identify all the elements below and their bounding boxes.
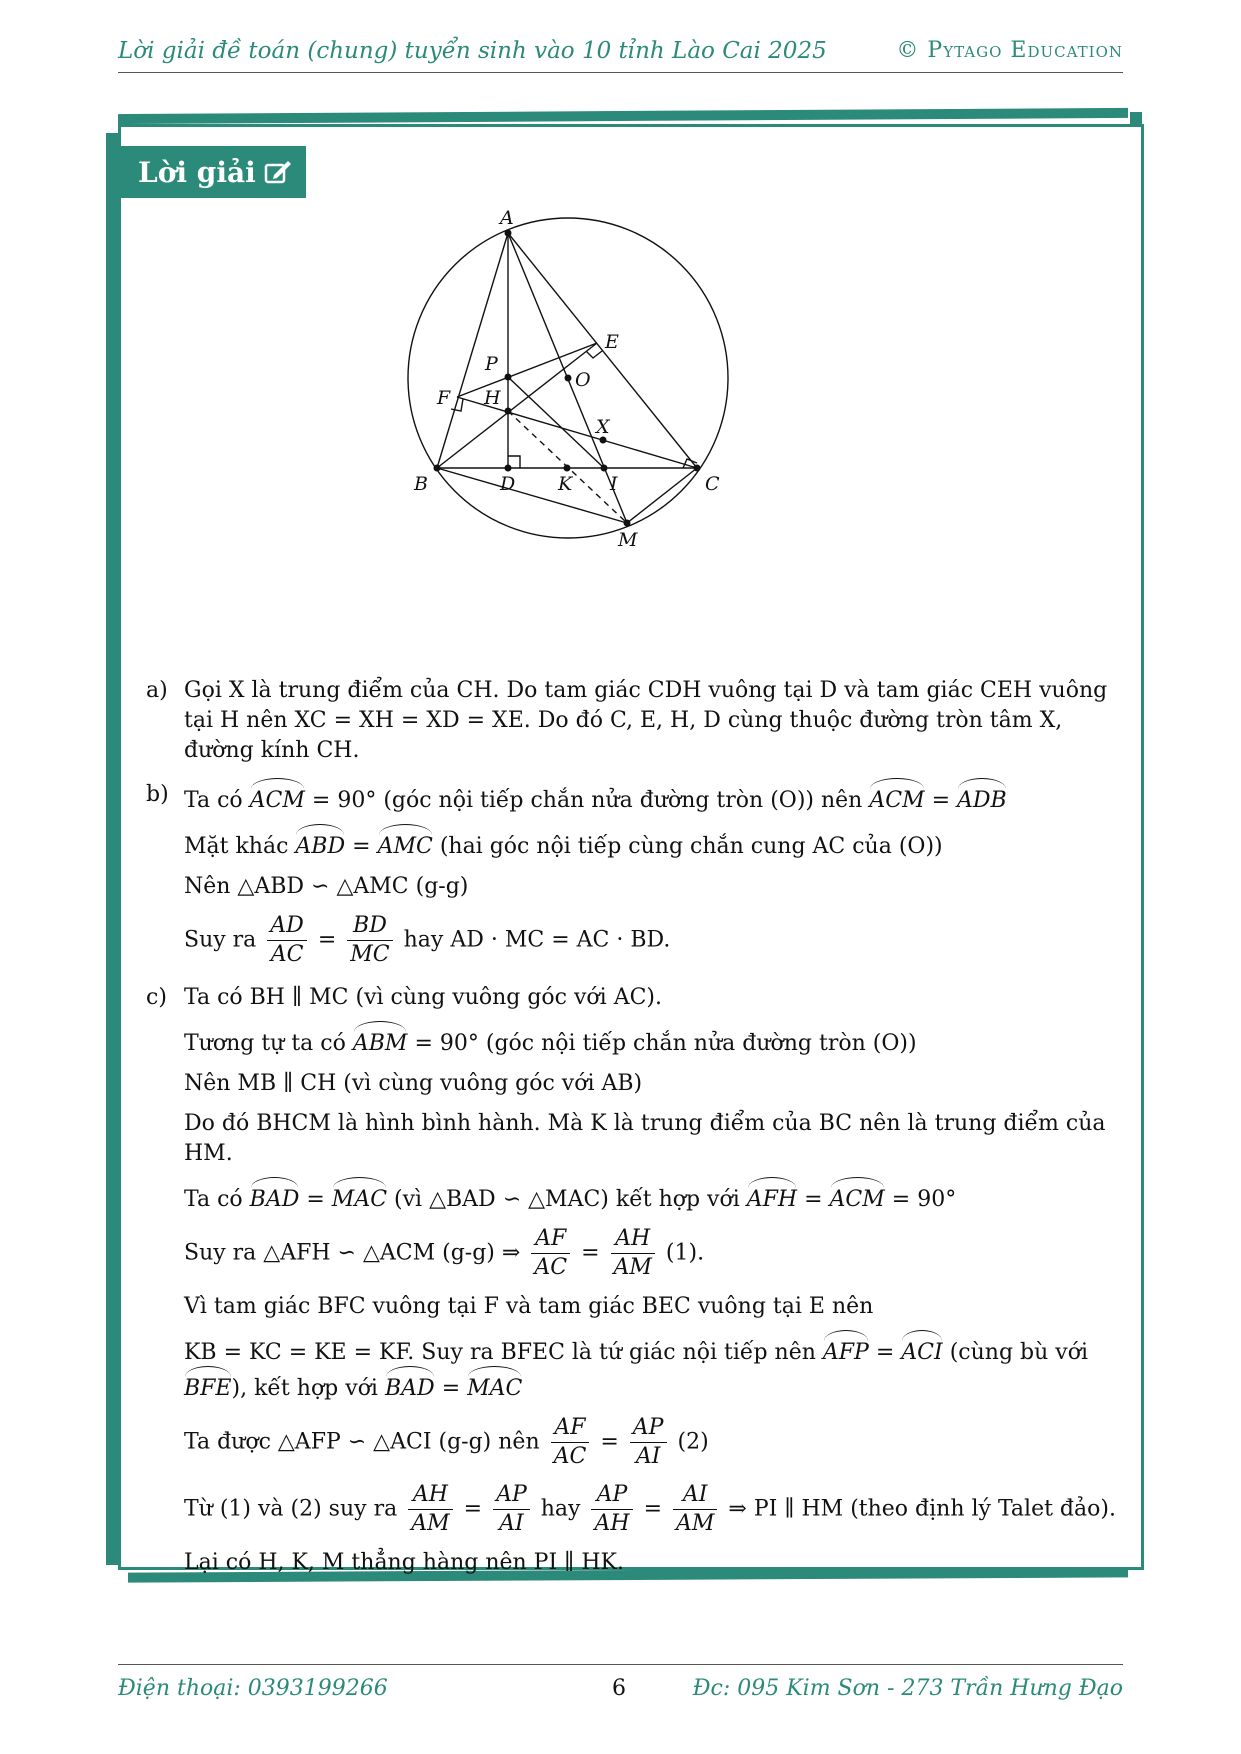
- text: Ta có: [184, 1187, 243, 1212]
- denominator: AC: [553, 1444, 587, 1469]
- part-b-label: b): [146, 782, 169, 807]
- label-e: E: [605, 331, 619, 353]
- angle: ACM: [869, 780, 924, 816]
- part-b: [146, 780, 1116, 969]
- frame-shadow-left: [106, 133, 118, 1565]
- denominator: AC: [534, 1255, 568, 1280]
- fraction: [408, 1481, 452, 1538]
- text: hay: [540, 1496, 581, 1522]
- text: (hai góc nội tiếp cùng chắn cung AC của (O)): [439, 834, 943, 859]
- text: (1).: [665, 1240, 705, 1266]
- numerator: AH: [408, 1481, 452, 1510]
- solution-tag: [120, 146, 306, 198]
- numerator: BD: [347, 912, 392, 941]
- numerator: AF: [531, 1225, 570, 1254]
- equals: =: [804, 1187, 823, 1212]
- label-k: K: [558, 473, 573, 495]
- denominator: AM: [411, 1511, 450, 1536]
- brand-name: Pytago Education: [927, 38, 1123, 63]
- header-title: Lời giải đề toán (chung) tuyển sinh vào 10 tỉnh Lào Cai 2025: [118, 38, 827, 64]
- angle: ACM: [250, 780, 305, 816]
- angle: AFP: [823, 1332, 869, 1368]
- denominator: MC: [350, 942, 390, 967]
- text: Từ (1) và (2) suy ra: [184, 1496, 398, 1522]
- angle: BAD: [385, 1368, 435, 1404]
- angle: AMC: [378, 826, 433, 862]
- equals: =: [581, 1240, 600, 1266]
- text: ⇒ PI ∥ HM (theo định lý Talet đảo).: [728, 1496, 1116, 1522]
- text: (cùng bù với: [949, 1340, 1088, 1365]
- label-f: F: [437, 387, 451, 409]
- fraction: [347, 912, 392, 969]
- geometry-figure: [414, 207, 830, 616]
- fraction: [591, 1481, 632, 1538]
- fraction: [531, 1225, 570, 1282]
- label-h: H: [484, 387, 501, 409]
- part-b-line-1: [184, 780, 1116, 816]
- text: Suy ra: [184, 927, 257, 953]
- copyright-icon: ©: [896, 38, 920, 63]
- part-b-line-4: [184, 912, 1116, 969]
- denominator: AC: [270, 942, 304, 967]
- denominator: AH: [594, 1511, 630, 1536]
- angle: ADB: [957, 780, 1007, 816]
- angle: ABM: [353, 1023, 408, 1059]
- angle: MAC: [467, 1368, 522, 1404]
- equals: =: [463, 1496, 483, 1522]
- denominator: AM: [613, 1255, 652, 1280]
- part-b-line-2: [184, 826, 1116, 862]
- solution-tag-label: Lời giải: [138, 155, 256, 189]
- text: = 90° (góc nội tiếp chắn nửa đường tròn (O)) nên: [311, 788, 863, 813]
- angle: BFE: [184, 1368, 232, 1404]
- header-rule: [118, 72, 1123, 73]
- angle: MAC: [332, 1179, 387, 1215]
- part-c-line-8: [184, 1332, 1116, 1404]
- equals: =: [306, 1187, 325, 1212]
- fraction: [493, 1481, 530, 1538]
- frame-shadow-top: [118, 108, 1128, 124]
- label-x: X: [596, 416, 610, 438]
- angle: BAD: [250, 1179, 300, 1215]
- numerator: AD: [267, 912, 307, 941]
- footer-phone: Điện thoại: 0393199266: [118, 1676, 388, 1701]
- label-m: M: [618, 529, 638, 551]
- part-c-line-6: [184, 1225, 1116, 1282]
- label-d: D: [500, 473, 516, 495]
- equals: =: [317, 927, 337, 953]
- text: KB = KC = KE = KF. Suy ra BFEC là tứ giác nội tiếp nên: [184, 1340, 816, 1365]
- equals: =: [352, 834, 371, 859]
- text: Ta có: [184, 788, 243, 813]
- numerator: AP: [630, 1414, 667, 1443]
- numerator: AI: [673, 1481, 717, 1510]
- fraction: [267, 912, 307, 969]
- angle: ACI: [901, 1332, 942, 1368]
- page-number: 6: [612, 1676, 626, 1701]
- label-p: P: [485, 353, 498, 375]
- text: = 90°: [891, 1187, 957, 1212]
- text: = 90° (góc nội tiếp chắn nửa đường tròn (O)): [414, 1031, 917, 1056]
- denominator: AI: [499, 1511, 524, 1536]
- equals: =: [441, 1376, 461, 1401]
- label-o: O: [575, 369, 591, 391]
- numerator: AH: [611, 1225, 655, 1254]
- denominator: AI: [635, 1444, 661, 1469]
- part-c-line-5: [184, 1179, 1116, 1215]
- denominator: AM: [676, 1511, 715, 1536]
- text: (2): [677, 1429, 709, 1455]
- edit-icon: [264, 159, 292, 185]
- solution-content: [146, 676, 1116, 1592]
- fraction: [673, 1481, 717, 1538]
- part-c: [146, 983, 1116, 1578]
- part-c-line-3: Nên MB ∥ CH (vì cùng vuông góc với AB): [184, 1071, 643, 1096]
- footer-address: Đc: 095 Kim Sơn - 273 Trần Hưng Đạo: [692, 1676, 1123, 1701]
- part-c-line-2: [184, 1023, 1116, 1059]
- equals: =: [600, 1429, 619, 1455]
- fraction: [630, 1414, 667, 1471]
- part-c-line-7: Vì tam giác BFC vuông tại F và tam giác BEC vuông tại E nên: [184, 1294, 874, 1319]
- part-c-line-11: Lại có H, K, M thẳng hàng nên PI ∥ HK.: [184, 1550, 624, 1575]
- part-a-label: a): [146, 678, 168, 703]
- equals: =: [875, 1340, 895, 1365]
- part-c-line-1: Ta có BH ∥ MC (vì cùng vuông góc với AC).: [184, 985, 662, 1010]
- footer-rule: [118, 1664, 1123, 1665]
- label-b: B: [414, 473, 428, 495]
- part-c-line-9: [184, 1414, 1116, 1471]
- angle: ABD: [295, 826, 345, 862]
- numerator: AF: [551, 1414, 590, 1443]
- header-brand: [896, 38, 1123, 63]
- text: Ta được △AFP ∽ △ACI (g-g) nên: [184, 1429, 540, 1455]
- label-c: C: [705, 473, 720, 495]
- part-c-label: c): [146, 985, 167, 1010]
- text: hay AD · MC = AC · BD.: [403, 927, 671, 953]
- part-c-line-10: [184, 1481, 1116, 1538]
- angle: AFH: [747, 1179, 797, 1215]
- text: (vì △BAD ∽ △MAC) kết hợp với: [394, 1187, 740, 1212]
- text: Tương tự ta có: [184, 1031, 346, 1056]
- angle: ACM: [830, 1179, 885, 1215]
- numerator: AP: [493, 1481, 530, 1510]
- part-a: [146, 676, 1116, 766]
- equals: =: [931, 788, 951, 813]
- text: Suy ra △AFH ∽ △ACM (g-g) ⇒: [184, 1240, 521, 1266]
- label-i: I: [610, 473, 618, 495]
- part-c-line-4: Do đó BHCM là hình bình hành. Mà K là trung điểm của BC nên là trung điểm của HM.: [184, 1111, 1106, 1166]
- equals: =: [643, 1496, 662, 1522]
- part-a-text: Gọi X là trung điểm của CH. Do tam giác CDH vuông tại D và tam giác CEH vuông tại H nên XC = XH = XD = XE. Do đó C, E, H, D cùng thuộc đường tròn tâm X, đường kính CH.: [184, 678, 1108, 763]
- text: Mặt khác: [184, 834, 289, 859]
- text: ), kết hợp với: [231, 1376, 378, 1401]
- part-b-line-3: Nên △ABD ∽ △AMC (g-g): [184, 874, 469, 899]
- numerator: AP: [591, 1481, 632, 1510]
- fraction: [611, 1225, 655, 1282]
- fraction: [551, 1414, 590, 1471]
- label-a: A: [500, 207, 514, 229]
